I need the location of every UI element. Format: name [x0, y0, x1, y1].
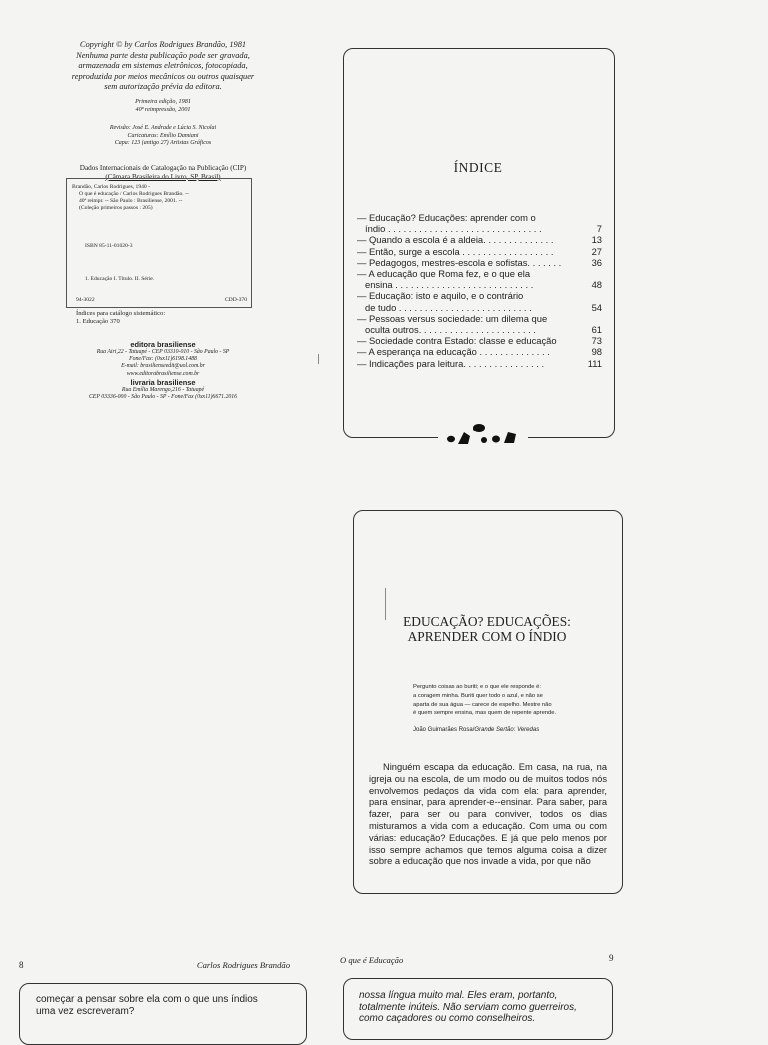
scan-mark	[318, 354, 319, 364]
toc-entry-continuation: oculta outros. . . . . . . . . . . . . . . . . . . . . . . 61	[365, 324, 602, 336]
indices-entry: 1. Educação 370	[76, 318, 120, 325]
cip-line: 40ª reimpr. -- São Paulo : Brasiliense, 2001. --	[79, 198, 183, 204]
publisher-info	[58, 340, 268, 401]
epigraph-attribution: João Guimarães Rosa/Grande Sertão: Veredas	[413, 727, 540, 733]
toc-entry-title-cont: de tudo	[365, 301, 397, 313]
publisher-address-line: www.editorabrasiliense.com.br	[126, 370, 200, 377]
toc-entry-continuation: índio . . . . . . . . . . . . . . . . . . . . . . . . . . . . . . 7	[365, 223, 602, 235]
edition-line: 40ª reimpressão, 2001	[135, 106, 191, 113]
text-line: totalmente inúteis. Não serviam como guerreiros,	[359, 1001, 577, 1013]
credit-line: Caricaturas: Emílio Damiani	[127, 132, 199, 139]
toc-entry-title: — Indicações para leitura	[357, 357, 464, 369]
toc-entry-title: — Pedagogos, mestres-escola e sofistas	[357, 256, 528, 268]
toc-page-number: 73	[591, 335, 602, 347]
toc-entry: — Então, surge a escola . . . . . . . . . . . . . . . . . . 27	[357, 245, 602, 257]
catalog-indices	[58, 310, 268, 326]
epigraph-author: João Guimarães Rosa	[413, 727, 473, 733]
copyright-line: Copyright © by Carlos Rodrigues Brandão, 1981	[79, 40, 247, 49]
scan-mark	[385, 588, 386, 620]
store-address-line: Rua Emília Marengo,216 - Tatuapé	[121, 386, 205, 393]
credit-line: Capa: 123 (antigo 27) Artistas Gráficos	[114, 140, 212, 147]
toc-entry-title-cont: ensina	[365, 279, 393, 291]
text-line: começar a pensar sobre ela com o que uns índios	[36, 994, 258, 1005]
copyright-line: Nenhuma parte desta publicação pode ser gravada,	[76, 50, 250, 60]
toc-entry-continuation: ensina . . . . . . . . . . . . . . . . . . . . . . . . . . . 48	[365, 279, 602, 291]
toc-page-number: 13	[591, 234, 602, 246]
cip-subjects: 1. Educação I. Título. II. Série.	[85, 276, 155, 282]
epigraph-line: Pergunto coisas ao buriti; e o que ele responde é:	[413, 684, 541, 690]
page8-text	[36, 994, 298, 1017]
toc-page-number: 111	[587, 357, 602, 369]
toc-entry	[357, 335, 602, 346]
publisher-address-line: Rua Airi,22 - Tatuapé - CEP 03310-010 - São Paulo - SP	[96, 349, 230, 355]
copyright-notice	[58, 40, 268, 93]
toc-entry-title: — Pessoas versus sociedade: um dilema que	[357, 312, 548, 324]
credits	[58, 125, 268, 148]
chapter-title-line: EDUCAÇÃO? EDUCAÇÕES:	[403, 614, 571, 629]
page9-text	[359, 990, 605, 1025]
copyright-line: armazenada em sistemas eletrônicos, fotocopiada,	[78, 61, 248, 71]
toc-page-number: 7	[596, 223, 602, 235]
page-number: 9	[609, 953, 614, 963]
toc-entry-title: — Sociedade contra Estado: classe e educação	[357, 335, 557, 347]
chapter-body-text: Ninguém escapa da educação. Em casa, na rua, na igreja ou na escola, de um modo ou de muitos todos nós envolvemos pedaços da vida com ela: para aprender, para ensinar, para aprender-e--ensinar. Para saber, para fazer, para ser ou para conviver, todos os dias misturamos a vida com a educação. Com uma ou com várias: educação? Educações. E já que pelo menos por isso sempre achamos que temos alguma coisa a dizer sobre a educação que nos invade a vida, por que não	[369, 762, 607, 867]
chapter-title	[353, 614, 621, 644]
cip-line: Brandão, Carlos Rodrigues, 1940 -	[72, 184, 150, 190]
credit-line: Revisão: José E. Andrade e Lúcia S. Nicolai	[109, 125, 217, 131]
toc-entry-title-cont: oculta outros	[365, 324, 419, 336]
text-line: como caçadores ou como conselheiros.	[359, 1013, 536, 1025]
toc-entry: — Pedagogos, mestres-escola e sofistas. . . . . . . 36	[357, 256, 602, 268]
epigraph-line: aparta de sua água — carece de espelho. Mestre não	[413, 701, 552, 708]
toc-entry: — A esperança na educação . . . . . . . . . . . . . . 98	[357, 346, 602, 358]
toc-page-number: 48	[591, 279, 602, 291]
toc-page-number: 54	[591, 301, 602, 313]
toc-page-number: 27	[591, 245, 602, 257]
publisher-name: editora brasiliense	[130, 340, 196, 349]
cip-isbn: ISBN 85-11-01020-3	[85, 243, 133, 249]
ornament-icon	[438, 418, 528, 448]
edition-line: Primeira edição, 1981	[135, 98, 191, 105]
toc-page-number: 98	[591, 346, 602, 358]
epigraph-line: é quem sempre ensina, mas quem de repente aprende.	[413, 710, 557, 717]
table-of-contents	[357, 212, 602, 369]
toc-entry-title: — A educação que Roma fez, e o que ela	[357, 268, 531, 280]
toc-entry-title: — Educação? Educações: aprender com o	[357, 212, 536, 223]
chapter-title-line: APRENDER COM O ÍNDIO	[407, 629, 567, 644]
text-line: uma vez escreveram?	[36, 1005, 135, 1017]
toc-entry-title-cont: índio	[365, 223, 386, 235]
cip-heading-line: Dados Internacionais de Catalogação na Publicação (CIP)	[79, 164, 247, 172]
toc-entry-continuation: de tudo . . . . . . . . . . . . . . . . . . . . . . . . . . 54	[365, 301, 602, 313]
epigraph-line: a coragem minha. Buriti quer todo o azul, e não se	[413, 692, 543, 699]
cip-cdd: CDD-370	[224, 297, 247, 303]
decorative-ornament	[438, 418, 528, 448]
toc-entry-title: — Quando a escola é a aldeia	[357, 234, 484, 246]
toc-entry	[357, 212, 602, 223]
toc-entry: — Quando a escola é a aldeia. . . . . . . . . . . . . . 13	[357, 234, 602, 246]
toc-page-number: 36	[591, 256, 602, 268]
toc-entry-title: — Então, surge a escola	[357, 245, 460, 257]
store-name: livraria brasiliense	[130, 377, 196, 387]
publisher-address-line: Fone/Fax: (0xx11)6198.1488	[129, 356, 197, 363]
toc-entry: — Indicações para leitura. . . . . . . . . . . . . . . . 111	[357, 357, 602, 369]
page-number: 8	[19, 960, 24, 970]
epigraph-work: Grande Sertão: Veredas	[474, 727, 540, 733]
toc-entry	[357, 313, 602, 324]
toc-page-number: 61	[591, 324, 602, 336]
copyright-line: sem autorização prévia da editora.	[104, 82, 222, 92]
index-title: ÍNDICE	[453, 160, 503, 175]
cip-line: O que é educação / Carlos Rodrigues Brandão. --	[79, 191, 189, 197]
text-line: nossa língua muito mal. Eles eram, portanto,	[359, 990, 558, 1001]
store-address-line: CEP 03336-000 - São Paulo - SP - Fone/Fax (0xx11)6671.2016	[88, 394, 238, 401]
running-head-title: O que é Educação	[340, 955, 404, 965]
copyright-line: reproduzida por meios mecânicos ou outros quaisquer	[71, 71, 255, 81]
toc-entry-title: — Educação: isto e aquilo, e o contrário	[357, 290, 524, 302]
cip-call-number: 94-3022	[76, 297, 95, 303]
toc-entry-title: — A esperança na educação	[357, 346, 477, 358]
epigraph	[413, 683, 613, 718]
cip-catalog-card	[66, 178, 252, 308]
cip-heading-line: (Câmara Brasileira do Livro, SP, Brasil)	[105, 172, 221, 181]
toc-entry	[357, 268, 602, 279]
publisher-address-line: E-mail: brasilienseedit@uol.com.br	[121, 363, 205, 370]
edition-info	[58, 98, 268, 114]
toc-entry	[357, 290, 602, 301]
indices-heading: Índices para catálogo sistemático:	[76, 310, 166, 317]
running-head-author: Carlos Rodrigues Brandão	[196, 960, 290, 970]
cip-line: (Coleção primeiros passos : 205)	[79, 205, 153, 211]
